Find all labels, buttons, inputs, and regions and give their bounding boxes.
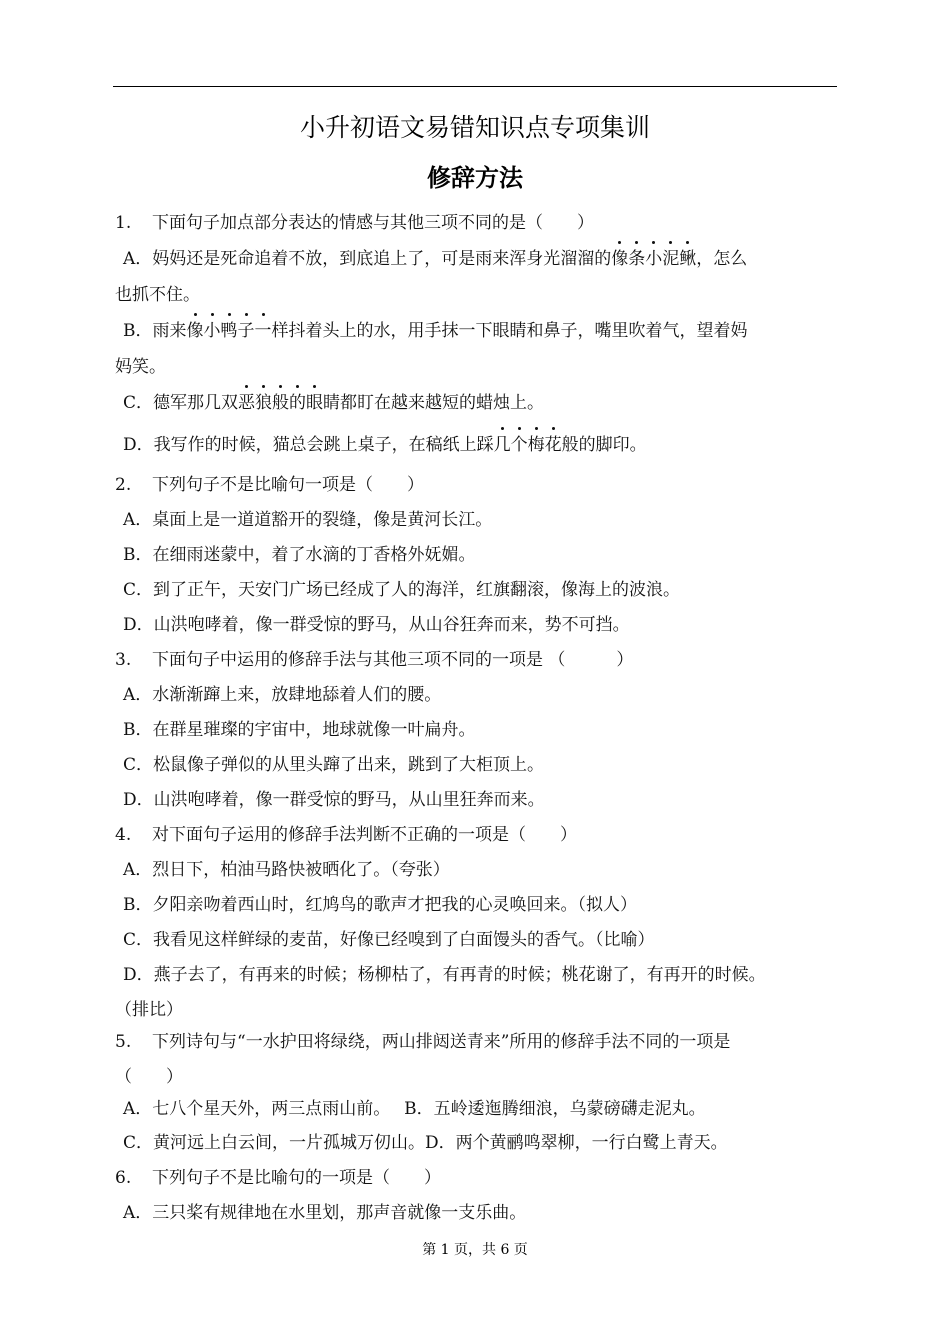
question-number: 5. bbox=[115, 1032, 132, 1052]
question-text: 对下面句子运用的修辞手法判断不正确的一项是（ ） bbox=[152, 825, 577, 845]
question-number: 3. bbox=[115, 650, 132, 670]
header-rule bbox=[113, 86, 837, 87]
option-text: D．山洪咆哮着，像一群受惊的野马，从山里狂奔而来。 bbox=[123, 790, 545, 810]
emphasis-dot-char: 般 bbox=[272, 388, 289, 418]
emphasis-dot-char: 眼 bbox=[306, 388, 323, 418]
answer-option bbox=[115, 960, 853, 990]
option-text: A．烈日下，柏油马路快被晒化了。（夸张） bbox=[123, 860, 450, 880]
answer-option bbox=[115, 785, 853, 815]
emphasis-dot-char: 梅 bbox=[528, 430, 545, 460]
question-number: 1. bbox=[115, 213, 132, 233]
option-text: B．在细雨迷蒙中，着了水滴的丁香格外妩媚。 bbox=[123, 545, 476, 565]
answer-option bbox=[115, 316, 853, 346]
emphasis-dot-char: 的 bbox=[289, 388, 306, 418]
document-subtitle: 修辞方法 bbox=[427, 164, 523, 192]
option-text: A．七八个星天外，两三点雨山前。 B．五岭逶迤腾细浪，乌蒙磅礴走泥丸。 bbox=[123, 1099, 706, 1119]
option-text: C．松鼠像子弹似的从里头蹿了出来，跳到了大柜顶上。 bbox=[123, 755, 545, 775]
emphasis-dot-char: 小 bbox=[645, 244, 662, 274]
question-stem bbox=[115, 470, 845, 500]
emphasis-dot-char: 条 bbox=[628, 244, 645, 274]
emphasis-dot-char: 鸭 bbox=[221, 316, 238, 346]
question-stem bbox=[115, 1027, 845, 1057]
question-stem bbox=[115, 820, 845, 850]
emphasis-dot-char: 一 bbox=[255, 316, 272, 346]
emphasized-phrase bbox=[187, 321, 272, 341]
answer-option bbox=[115, 505, 853, 535]
emphasized-phrase bbox=[611, 249, 696, 269]
emphasis-dot-char: 小 bbox=[204, 316, 221, 346]
continuation-text: （排比） bbox=[115, 1000, 183, 1020]
option-text: A．妈妈还是死命追着不放，到底追上了，可是雨来浑身光溜溜的 bbox=[123, 249, 612, 269]
option-text: A．三只桨有规律地在水里划，那声音就像一支乐曲。 bbox=[123, 1203, 527, 1223]
question-number: 4. bbox=[115, 825, 132, 845]
continuation-line bbox=[115, 352, 845, 382]
answer-option bbox=[115, 244, 853, 274]
option-text: ，怎么 bbox=[696, 249, 748, 269]
option-text: D．山洪咆哮着，像一群受惊的野马，从山谷狂奔而来，势不可挡。 bbox=[123, 615, 630, 635]
answer-option bbox=[115, 610, 853, 640]
continuation-text: 也抓不住。 bbox=[115, 285, 200, 305]
answer-option bbox=[115, 388, 853, 418]
option-text: 般的脚印。 bbox=[561, 435, 647, 455]
emphasis-dot-char: 子 bbox=[238, 316, 255, 346]
answer-option bbox=[115, 575, 853, 605]
option-text: A．桌面上是一道道豁开的裂缝，像是黄河长江。 bbox=[123, 510, 493, 530]
option-text: A．水渐渐蹿上来，放肆地舔着人们的腰。 bbox=[123, 685, 442, 705]
option-text: B．夕阳亲吻着西山时，红鸠鸟的歌声才把我的心灵唤回来。（拟人） bbox=[123, 895, 637, 915]
question-number: 2. bbox=[115, 475, 132, 495]
question-text: 下列句子不是比喻句一项是（ ） bbox=[152, 475, 424, 495]
answer-option bbox=[115, 430, 853, 460]
answer-option bbox=[115, 855, 853, 885]
question-stem bbox=[115, 645, 845, 675]
question-text: 下面句子中运用的修辞手法与其他三项不同的一项是 （ ） bbox=[152, 650, 634, 670]
option-text: D．燕子去了，有再来的时候；杨柳枯了，有再青的时候；桃花谢了，有再开的时候。 bbox=[123, 965, 766, 985]
option-text: 样抖着头上的水，用手抹一下眼睛和鼻子，嘴里吹着气，望着妈 bbox=[271, 321, 748, 341]
question-text: 下列诗句与“一水护田将绿绕，两山排闼送青来”所用的修辞手法不同的一项是 bbox=[152, 1032, 731, 1052]
emphasis-dot-char: 鳅 bbox=[679, 244, 696, 274]
question-stem bbox=[115, 1163, 845, 1193]
question-stem bbox=[115, 208, 845, 238]
option-text: C．黄河远上白云间，一片孤城万仞山。D．两个黄鹂鸣翠柳，一行白鹭上青天。 bbox=[123, 1133, 728, 1153]
answer-option bbox=[115, 680, 853, 710]
emphasis-dot-char: 狼 bbox=[255, 388, 272, 418]
emphasis-dot-char: 个 bbox=[511, 430, 528, 460]
option-text: C．我看见这样鲜绿的麦苗，好像已经嗅到了白面馒头的香气。（比喻） bbox=[123, 930, 655, 950]
emphasis-dot-char: 恶 bbox=[238, 388, 255, 418]
document-title: 小升初语文易错知识点专项集训 bbox=[299, 113, 650, 142]
answer-option bbox=[115, 1128, 853, 1158]
option-text: B．雨来 bbox=[123, 321, 187, 341]
option-text: C．到了正午，天安门广场已经成了人的海洋，红旗翻滚，像海上的波浪。 bbox=[123, 580, 681, 600]
emphasized-phrase bbox=[494, 435, 562, 455]
option-text: D．我写作的时候，猫总会跳上桌子，在稿纸上踩 bbox=[123, 435, 494, 455]
answer-option bbox=[115, 1094, 853, 1124]
answer-option bbox=[115, 540, 853, 570]
emphasis-dot-char: 花 bbox=[545, 430, 562, 460]
option-text: 睛都盯在越来越短的蜡烛上。 bbox=[323, 393, 545, 413]
emphasis-dot-char: 几 bbox=[494, 430, 511, 460]
emphasized-phrase bbox=[238, 393, 323, 413]
continuation-text: 妈笑。 bbox=[115, 357, 166, 377]
answer-option bbox=[115, 1198, 853, 1228]
emphasis-dot-char: 像 bbox=[187, 316, 204, 346]
continuation-line bbox=[115, 995, 845, 1025]
page-footer: 第 1 页，共 6 页 bbox=[422, 1242, 528, 1258]
continuation-text: （ ） bbox=[115, 1067, 183, 1087]
emphasis-dot-char: 泥 bbox=[662, 244, 679, 274]
answer-option bbox=[115, 715, 853, 745]
answer-option bbox=[115, 750, 853, 780]
question-text: 下列句子不是比喻句的一项是（ ） bbox=[152, 1168, 441, 1188]
continuation-line bbox=[115, 280, 845, 310]
answer-option bbox=[115, 890, 853, 920]
answer-option bbox=[115, 925, 853, 955]
question-text: 下面句子加点部分表达的情感与其他三项不同的是（ ） bbox=[152, 213, 594, 233]
continuation-line bbox=[115, 1062, 845, 1092]
option-text: C．德军那几双 bbox=[123, 393, 239, 413]
option-text: B．在群星璀璨的宇宙中，地球就像一叶扁舟。 bbox=[123, 720, 476, 740]
emphasis-dot-char: 像 bbox=[611, 244, 628, 274]
question-number: 6. bbox=[115, 1168, 132, 1188]
